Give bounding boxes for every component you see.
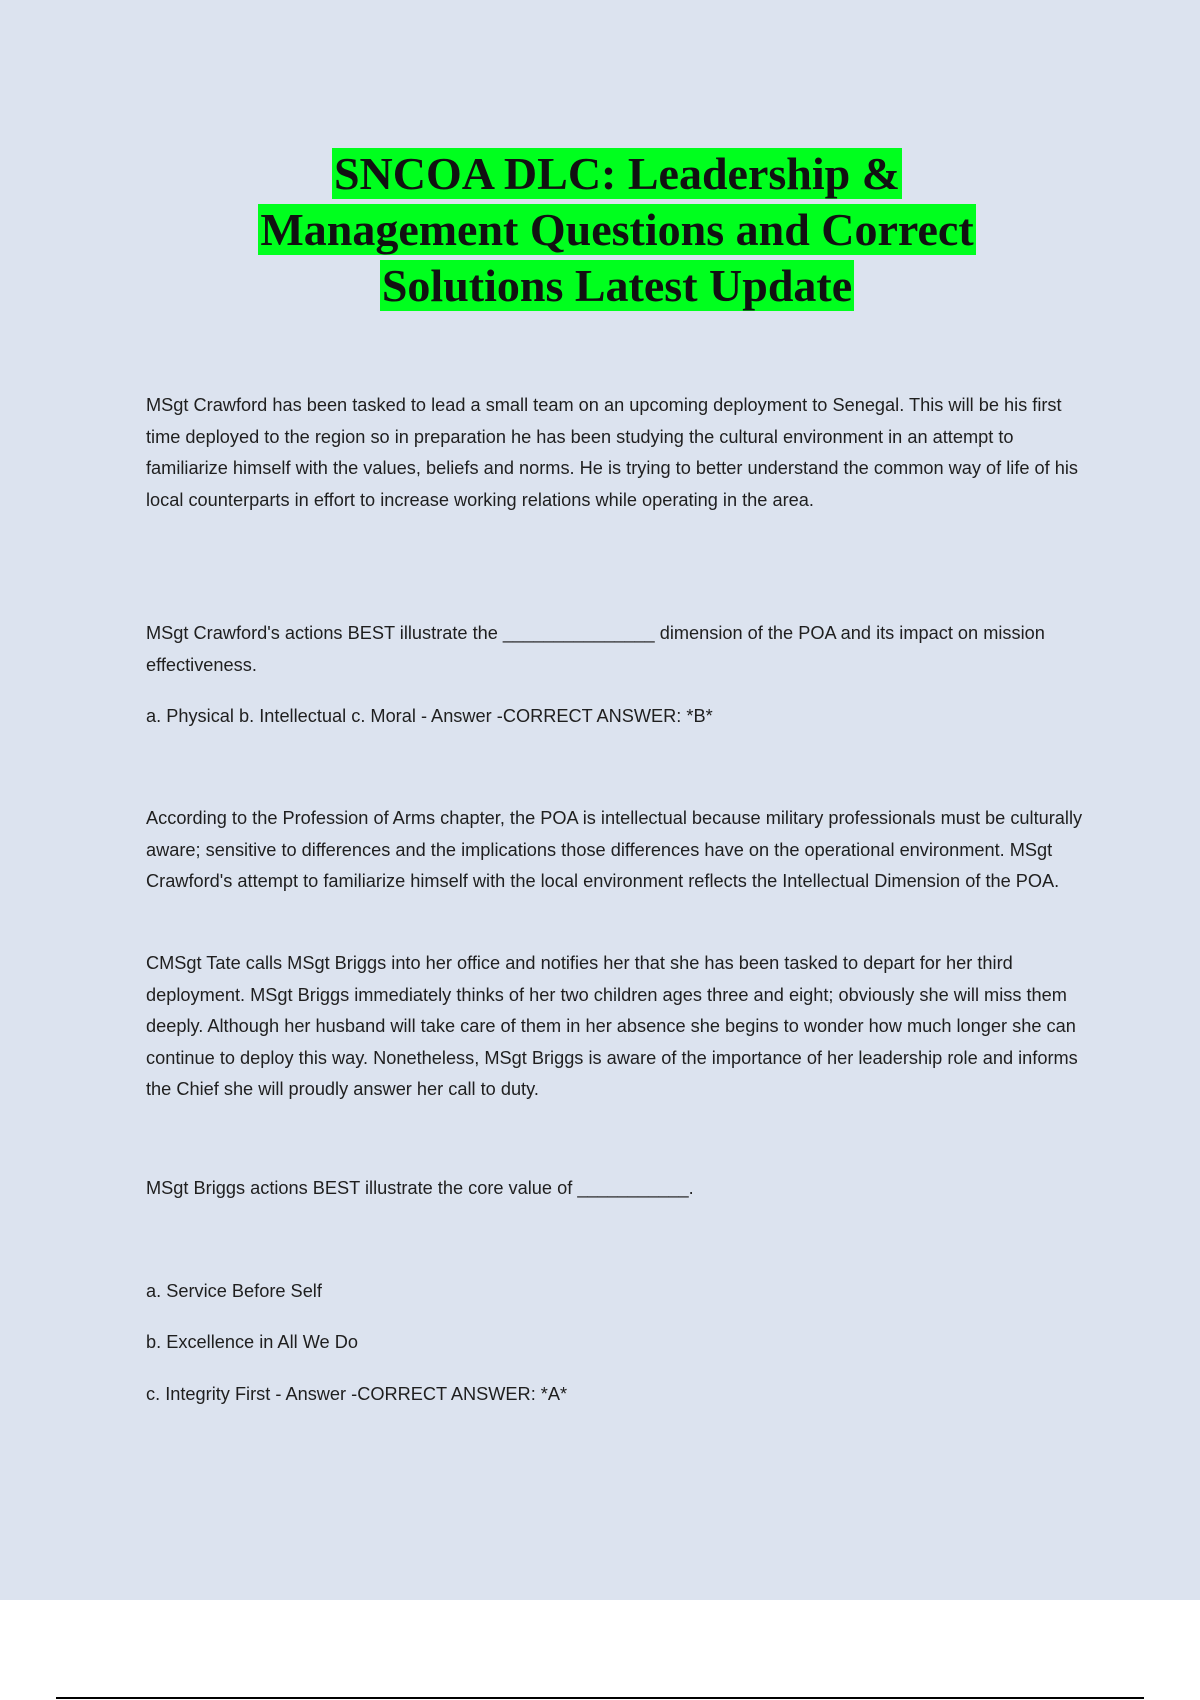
title-line (0, 146, 1200, 202)
title-highlight: SNCOA DLC: Leadership & (333, 148, 901, 199)
question-2-option-a: a. Service Before Self (146, 1281, 322, 1301)
title-line (0, 258, 1200, 314)
title-line (0, 202, 1200, 258)
question-2-stem: MSgt Briggs actions BEST illustrate the core value of ___________. (146, 1178, 694, 1198)
question-2-option-b: b. Excellence in All We Do (146, 1332, 358, 1352)
question-1-stem: MSgt Crawford's actions BEST illustrate the _______________ dimension of the POA and its impact on mission effectiveness. (146, 623, 1045, 675)
question-1-explanation: According to the Profession of Arms chapter, the POA is intellectual because military professionals must be culturally aware; sensitive to differences and the implications those differences have on the operational environment. MSgt Crawford's attempt to familiarize himself with the local environment reflects the Intellectual Dimension of the POA. (146, 808, 1083, 891)
footer-divider (56, 1697, 1144, 1699)
document-title (0, 146, 1200, 314)
scenario-crawford-paragraph: MSgt Crawford has been tasked to lead a small team on an upcoming deployment to Senegal. This will be his first time deployed to the region so in preparation he has been studying the cultural environment in an attempt to familiarize himself with the values, beliefs and norms. He is trying to better understand the common way of life of his local counterparts in effort to increase working relations while operating in the area. (146, 395, 1079, 510)
title-highlight: Solutions Latest Update (381, 260, 853, 311)
question-1-options-answer: a. Physical b. Intellectual c. Moral - Answer -CORRECT ANSWER: *B* (146, 706, 713, 726)
question-2-option-c-answer: c. Integrity First - Answer -CORRECT ANSWER: *A* (146, 1384, 568, 1404)
title-highlight: Management Questions and Correct (260, 204, 974, 255)
scenario-briggs-paragraph: CMSgt Tate calls MSgt Briggs into her office and notifies her that she has been tasked to depart for her third deployment. MSgt Briggs immediately thinks of her two children ages three and eight; obviously she will miss them deeply. Although her husband will take care of them in her absence she begins to wonder how much longer she can continue to deploy this way. Nonetheless, MSgt Briggs is aware of the importance of her leadership role and informs the Chief she will proudly answer her call to duty. (146, 953, 1078, 1099)
